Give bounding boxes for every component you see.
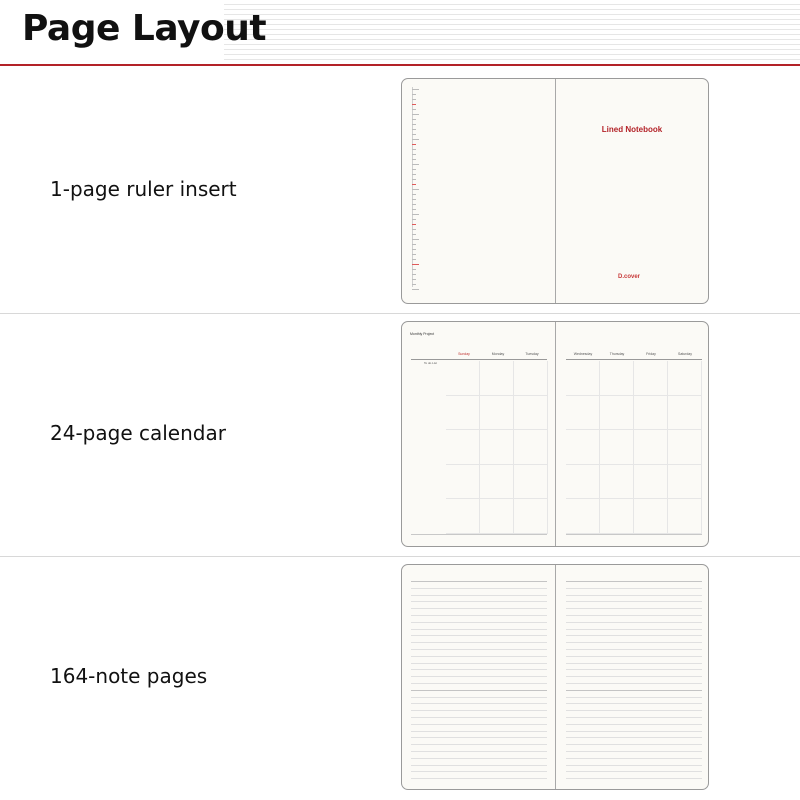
calendar-day-cell bbox=[480, 396, 514, 431]
calendar-day-cell bbox=[668, 361, 702, 396]
note-line bbox=[566, 737, 702, 738]
note-line bbox=[566, 595, 702, 596]
cover-brand-logo: D.cover bbox=[618, 274, 641, 280]
note-line bbox=[566, 690, 702, 691]
note-line bbox=[566, 758, 702, 759]
calendar-day-cell bbox=[514, 499, 548, 534]
note-line bbox=[566, 697, 702, 698]
calendar-day-cell bbox=[634, 499, 668, 534]
ruler-tick bbox=[412, 169, 416, 170]
calendar-day-cell bbox=[566, 396, 600, 431]
note-line bbox=[566, 751, 702, 752]
page-header bbox=[0, 0, 800, 66]
calendar-baseline bbox=[566, 534, 702, 535]
section-divider bbox=[0, 556, 800, 557]
note-line bbox=[566, 731, 702, 732]
note-line bbox=[566, 608, 702, 609]
calendar-day-cell bbox=[514, 396, 548, 431]
ruler-tick bbox=[412, 279, 416, 280]
note-line bbox=[411, 683, 547, 684]
calendar-day-cell bbox=[514, 361, 548, 396]
section-label-note-pages: 164-note pages bbox=[50, 664, 208, 688]
note-line bbox=[411, 595, 547, 596]
note-line bbox=[411, 710, 547, 711]
ruler-tick bbox=[412, 204, 416, 205]
note-line bbox=[411, 778, 547, 779]
section-divider bbox=[0, 313, 800, 314]
day-header-sunday: Sunday bbox=[458, 352, 470, 356]
note-line bbox=[566, 663, 702, 664]
note-line bbox=[411, 656, 547, 657]
note-line bbox=[566, 765, 702, 766]
day-header-wednesday: Wednesday bbox=[573, 352, 593, 356]
ruler-tick bbox=[412, 264, 419, 265]
calendar-day-cell bbox=[480, 430, 514, 465]
ruler-tick bbox=[412, 214, 419, 215]
cover-page bbox=[556, 79, 708, 303]
calendar-day-cell bbox=[566, 430, 600, 465]
ruler-tick bbox=[412, 154, 416, 155]
ruler-tick bbox=[412, 129, 416, 130]
note-line bbox=[566, 622, 702, 623]
note-line bbox=[411, 588, 547, 589]
note-line bbox=[411, 649, 547, 650]
ruler-tick bbox=[412, 104, 416, 105]
ruler-tick bbox=[412, 144, 416, 145]
calendar-day-cell bbox=[600, 499, 634, 534]
note-line bbox=[411, 581, 547, 582]
calendar-day-cell bbox=[634, 465, 668, 500]
ruler-tick bbox=[412, 159, 416, 160]
calendar-day-cell bbox=[480, 499, 514, 534]
note-line bbox=[411, 765, 547, 766]
ruler-tick bbox=[412, 134, 416, 135]
ruler-tick bbox=[412, 244, 416, 245]
note-line bbox=[411, 663, 547, 664]
note-pages-spread bbox=[401, 564, 709, 790]
ruler-tick bbox=[412, 209, 416, 210]
notes-right-page bbox=[556, 565, 708, 789]
calendar-day-cell bbox=[514, 465, 548, 500]
note-line bbox=[411, 737, 547, 738]
note-line bbox=[411, 601, 547, 602]
note-line bbox=[411, 629, 547, 630]
day-header-monday: Monday bbox=[491, 352, 505, 356]
calendar-day-cell bbox=[446, 361, 480, 396]
ruler-scale bbox=[412, 87, 413, 287]
calendar-header-left bbox=[411, 352, 547, 360]
note-line bbox=[566, 778, 702, 779]
calendar-day-cell bbox=[600, 465, 634, 500]
note-line bbox=[411, 717, 547, 718]
note-line bbox=[566, 649, 702, 650]
ruler-tick bbox=[412, 94, 416, 95]
note-line bbox=[566, 635, 702, 636]
section-label-ruler-insert: 1-page ruler insert bbox=[50, 177, 237, 201]
calendar-day-cell bbox=[446, 396, 480, 431]
calendar-day-cell bbox=[668, 396, 702, 431]
calendar-day-cell bbox=[480, 465, 514, 500]
note-line bbox=[566, 744, 702, 745]
cover-title: Lined Notebook bbox=[601, 125, 663, 134]
ruler-tick bbox=[412, 249, 416, 250]
day-header-saturday: Saturday bbox=[677, 352, 692, 356]
day-header-tuesday: Tuesday bbox=[525, 352, 539, 356]
note-line bbox=[566, 656, 702, 657]
ruler-tick bbox=[412, 194, 416, 195]
ruler-tick bbox=[412, 174, 416, 175]
calendar-day-cell bbox=[600, 430, 634, 465]
day-header-thursday: Thursday bbox=[609, 352, 625, 356]
note-line bbox=[411, 669, 547, 670]
note-line bbox=[566, 724, 702, 725]
note-line bbox=[411, 703, 547, 704]
note-line bbox=[566, 629, 702, 630]
note-line bbox=[411, 724, 547, 725]
note-line bbox=[411, 744, 547, 745]
calendar-day-cell bbox=[446, 465, 480, 500]
calendar-day-cell bbox=[634, 361, 668, 396]
calendar-day-cell bbox=[566, 465, 600, 500]
calendar-day-cell bbox=[514, 430, 548, 465]
ruler-tick bbox=[412, 164, 419, 165]
note-line bbox=[411, 635, 547, 636]
note-line bbox=[411, 622, 547, 623]
note-line bbox=[411, 615, 547, 616]
ruler-tick bbox=[412, 289, 419, 290]
ruler-tick bbox=[412, 284, 416, 285]
note-line bbox=[411, 751, 547, 752]
calendar-day-cell bbox=[600, 361, 634, 396]
note-line bbox=[411, 608, 547, 609]
note-line bbox=[566, 683, 702, 684]
calendar-caption: Monthly Project bbox=[410, 332, 435, 336]
calendar-header-right bbox=[566, 352, 702, 360]
note-line bbox=[566, 669, 702, 670]
day-header-friday: Friday bbox=[646, 352, 656, 356]
calendar-day-cell bbox=[566, 361, 600, 396]
ruler-tick bbox=[412, 189, 419, 190]
calendar-day-cell bbox=[600, 396, 634, 431]
note-line bbox=[566, 703, 702, 704]
note-line bbox=[566, 717, 702, 718]
calendar-left-page bbox=[402, 322, 555, 546]
note-line bbox=[566, 676, 702, 677]
calendar-day-cell bbox=[668, 430, 702, 465]
calendar-day-cell bbox=[634, 396, 668, 431]
header-rule bbox=[0, 64, 800, 66]
note-line bbox=[566, 601, 702, 602]
notes-left-page bbox=[402, 565, 555, 789]
ruler-tick bbox=[412, 229, 416, 230]
ruler-tick bbox=[412, 114, 419, 115]
calendar-right-page bbox=[556, 322, 708, 546]
ruler-page bbox=[402, 79, 555, 303]
calendar-day-cell bbox=[668, 465, 702, 500]
calendar-day-cell bbox=[634, 430, 668, 465]
calendar-spread bbox=[401, 321, 709, 547]
note-line bbox=[566, 615, 702, 616]
ruler-tick bbox=[412, 179, 416, 180]
ruler-tick bbox=[412, 184, 416, 185]
note-line bbox=[411, 690, 547, 691]
note-line bbox=[411, 771, 547, 772]
ruler-tick bbox=[412, 269, 416, 270]
calendar-day-cell bbox=[668, 499, 702, 534]
note-line bbox=[566, 588, 702, 589]
note-line bbox=[566, 581, 702, 582]
ruler-tick bbox=[412, 234, 416, 235]
note-line bbox=[566, 771, 702, 772]
ruler-tick bbox=[412, 239, 419, 240]
ruler-tick bbox=[412, 219, 416, 220]
ruler-tick bbox=[412, 274, 416, 275]
note-line bbox=[411, 731, 547, 732]
ruler-insert-spread bbox=[401, 78, 709, 304]
note-line bbox=[411, 642, 547, 643]
ruler-tick bbox=[412, 224, 416, 225]
ruler-tick bbox=[412, 89, 419, 90]
calendar-day-cell bbox=[566, 499, 600, 534]
ruler-tick bbox=[412, 119, 416, 120]
ruler-tick bbox=[412, 149, 416, 150]
note-line bbox=[566, 642, 702, 643]
note-line bbox=[411, 697, 547, 698]
ruler-tick bbox=[412, 99, 416, 100]
calendar-day-cell bbox=[446, 430, 480, 465]
note-line bbox=[411, 758, 547, 759]
ruler-tick bbox=[412, 124, 416, 125]
note-line bbox=[566, 710, 702, 711]
ruler-tick bbox=[412, 254, 416, 255]
ruler-tick bbox=[412, 139, 419, 140]
note-line bbox=[411, 676, 547, 677]
ruler-tick bbox=[412, 199, 416, 200]
section-label-calendar: 24-page calendar bbox=[50, 421, 226, 445]
calendar-baseline bbox=[411, 534, 547, 535]
page-title: Page Layout bbox=[22, 8, 267, 49]
calendar-day-cell bbox=[446, 499, 480, 534]
calendar-day-cell bbox=[480, 361, 514, 396]
ruler-tick bbox=[412, 259, 416, 260]
todo-list-label: To do List bbox=[424, 361, 437, 365]
ruler-tick bbox=[412, 109, 416, 110]
